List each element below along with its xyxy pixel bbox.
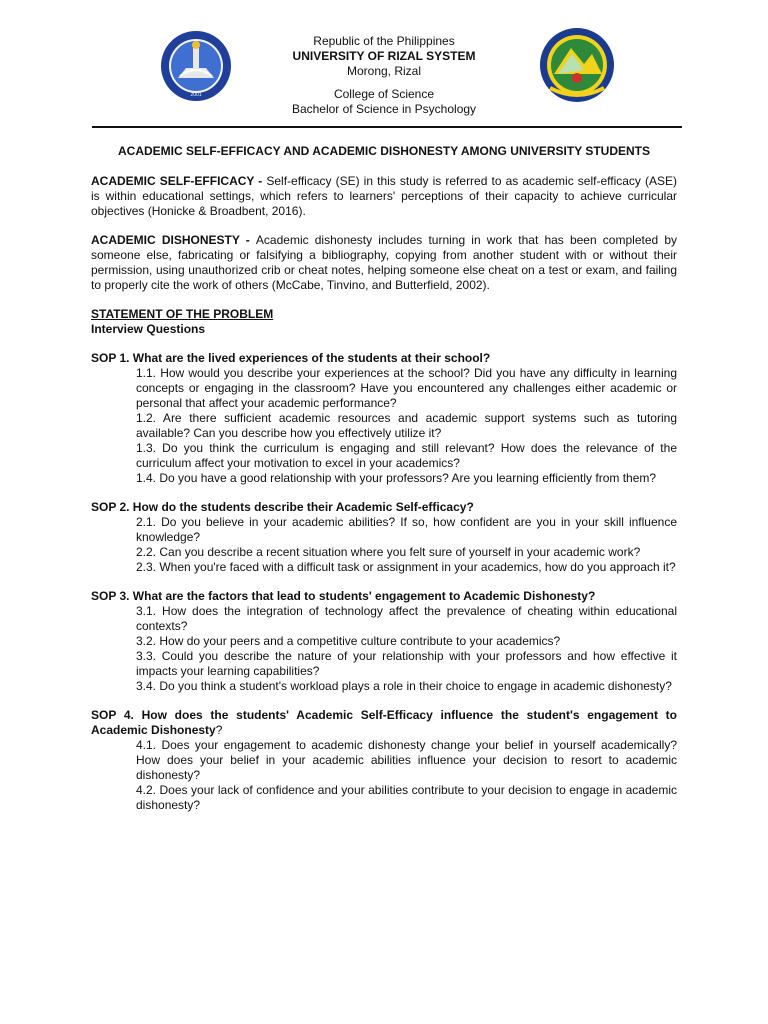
document-title: ACADEMIC SELF-EFFICACY AND ACADEMIC DISHONESTY AMONG UNIVERSITY STUDENTS [117, 144, 651, 158]
ad-term: ACADEMIC DISHONESTY - [91, 233, 256, 247]
sop-question: SOP 2. How do the students describe their Academic Self-efficacy? [91, 500, 474, 514]
sop-item: 3.4. Do you think a student's workload plays a role in their choice to engage in academic dishonesty? [136, 679, 672, 693]
statement-heading: STATEMENT OF THE PROBLEM [91, 307, 274, 321]
sop-item: 1.2. Are there sufficient academic resources and academic support systems such as tutoring available? Can you describe how you effectively utilize it? [136, 411, 677, 440]
ase-term: ACADEMIC SELF-EFFICACY - [91, 174, 267, 188]
sop-4 [91, 708, 677, 813]
program-line: Bachelor of Science in Psychology [291, 102, 477, 116]
republic-line: Republic of the Philippines [313, 34, 455, 48]
university-name: UNIVERSITY OF RIZAL SYSTEM [292, 49, 476, 63]
sop-question: SOP 3. What are the factors that lead to students' engagement to Academic Dishonesty? [91, 589, 596, 603]
sop-item: 3.3. Could you describe the nature of your relationship with your professors and how effective it impacts your learning capabilities? [136, 649, 677, 678]
document-body [91, 144, 677, 827]
ad-text: Academic dishonesty includes turning in work that has been completed by someone else, fabricating or falsifying a bibliography, copying from another student with or without their permission, using unauthorized crib or cheat notes, helping someone else cheat on a test or exam, and failing to properly cite the work of others (McCabe, Tinvino, and Butterfield, 2002). [91, 233, 677, 292]
sop-item: 1.3. Do you think the curriculum is engaging and still relevant? How does the relevance of the curriculum affect your motivation to excel in your academics? [136, 441, 677, 470]
sop-question: SOP 1. What are the lived experiences of the students at their school? [91, 351, 491, 365]
ad-definition [91, 233, 677, 293]
sop-item: 3.2. How do your peers and a competitive culture contribute to your academics? [136, 634, 561, 648]
sop-item: 2.2. Can you describe a recent situation where you felt sure of yourself in your academic work? [136, 545, 641, 559]
sop-item: 1.1. How would you describe your experiences at the school? Did you have any difficulty in learning concepts or engaging in the classroom? Have you encountered any challenges either academic or personal that affect your academic performance? [136, 366, 677, 410]
sop-item: 3.1. How does the integration of technology affect the prevalence of cheating within educational contexts? [136, 604, 677, 633]
sop-1 [91, 351, 677, 486]
sop-item: 4.1. Does your engagement to academic dishonesty change your belief in yourself academically? How does your belief in your academic abilities influence your decision to resort to academic dishonesty? [136, 738, 677, 782]
sop-question [91, 708, 677, 738]
ase-definition [91, 174, 677, 219]
sop-item: 2.3. When you're faced with a difficult task or assignment in your academics, how do you approach it? [136, 560, 676, 574]
letterhead [0, 34, 768, 117]
header-divider [92, 126, 682, 128]
svg-text:2001: 2001 [190, 92, 202, 98]
statement-section [91, 307, 677, 337]
sop-3 [91, 589, 677, 694]
interview-heading: Interview Questions [91, 322, 206, 336]
sop-question-text: SOP 4. How does the students' Academic Self-Efficacy influence the student's engagement to Academic Dishonesty [91, 708, 677, 737]
sop-item: 1.4. Do you have a good relationship with your professors? Are you learning efficiently from them? [136, 471, 657, 485]
ase-text: Self-efficacy (SE) in this study is referred to as academic self-efficacy (ASE) is within educational settings, which refers to learners' perceptions of their capacity to achieve curricular objectives (Honicke & Broadbent, 2016). [91, 174, 678, 218]
sop-item: 2.1. Do you believe in your academic abilities? If so, how confident are you in your skill influence knowledge? [136, 515, 677, 544]
location-line: Morong, Rizal [346, 64, 422, 78]
sop-question-mark: ? [215, 723, 223, 737]
sop-item: 4.2. Does your lack of confidence and your abilities contribute to your decision to engage in academic dishonesty? [136, 783, 677, 812]
college-line: College of Science [333, 87, 435, 101]
sop-2 [91, 500, 677, 575]
